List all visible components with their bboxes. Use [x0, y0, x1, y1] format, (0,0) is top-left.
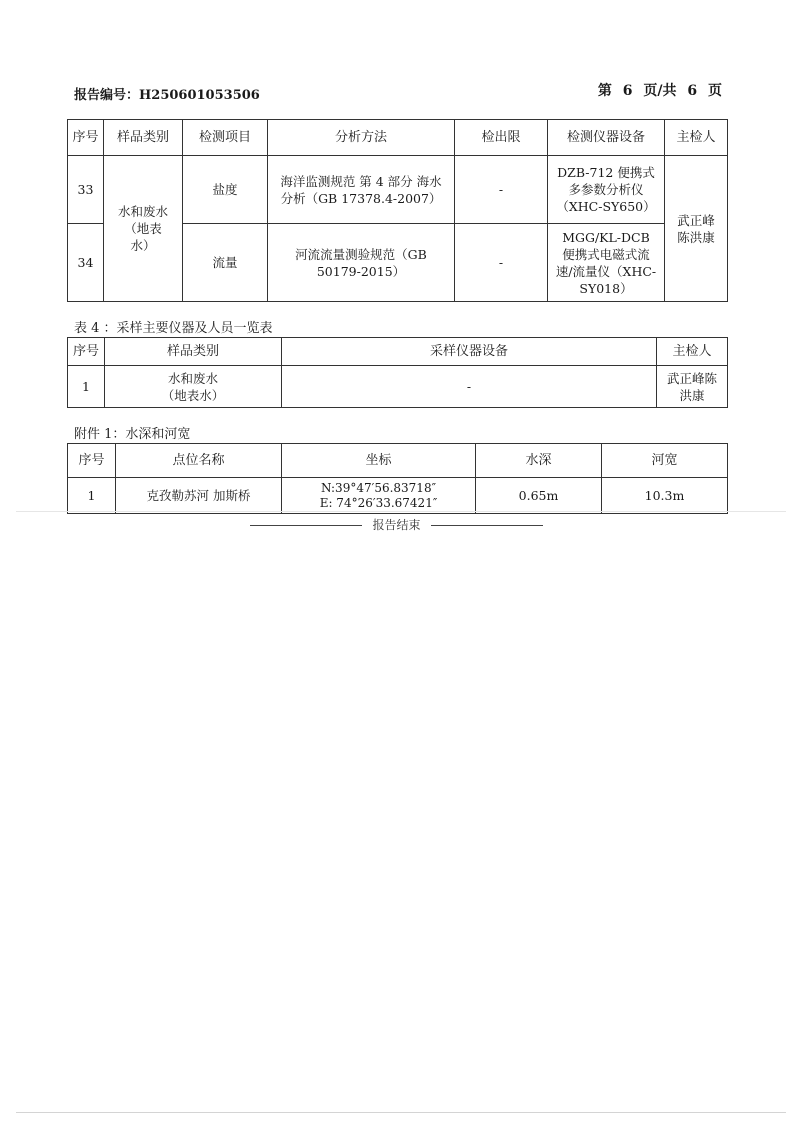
table-row: [68, 478, 728, 514]
col-header-inspector: 主检人: [665, 120, 728, 156]
cell-method: 海洋监测规范 第 4 部分 海水分析（GB 17378.4-2007）: [268, 156, 455, 224]
table-header-row: [68, 338, 728, 366]
page-indicator: 第 6 页/共 6 页: [597, 83, 722, 99]
col-header-no: 序号: [68, 338, 105, 366]
col-header-equipment: 检测仪器设备: [548, 120, 665, 156]
cell-limit: -: [455, 156, 548, 224]
depth-width-table: [67, 443, 728, 514]
cell-inspector: 武正峰陈洪康: [665, 156, 728, 302]
cell-no: 1: [68, 366, 105, 408]
methods-table: [67, 119, 728, 302]
col-header-site: 点位名称: [116, 444, 282, 478]
cell-category: 水和废水（地表水）: [105, 366, 282, 408]
end-rule-left: [250, 525, 362, 526]
col-header-method: 分析方法: [268, 120, 455, 156]
cell-width: 10.3m: [602, 478, 728, 514]
cell-method: 河流流量测验规范（GB 50179-2015）: [268, 224, 455, 302]
col-header-limit: 检出限: [455, 120, 548, 156]
col-header-equipment: 采样仪器设备: [282, 338, 657, 366]
col-header-no: 序号: [68, 444, 116, 478]
cell-limit: -: [455, 224, 548, 302]
col-header-category: 样品类别: [104, 120, 183, 156]
col-header-inspector: 主检人: [657, 338, 728, 366]
cell-item: 流量: [183, 224, 268, 302]
table-header-row: [68, 444, 728, 478]
table-row: [68, 156, 728, 224]
cell-no: 34: [68, 224, 104, 302]
cell-depth: 0.65m: [476, 478, 602, 514]
cell-equipment: -: [282, 366, 657, 408]
col-header-width: 河宽: [602, 444, 728, 478]
scan-artifact-line: [16, 1112, 786, 1113]
col-header-depth: 水深: [476, 444, 602, 478]
attachment-caption: 附件 1：水深和河宽: [74, 427, 191, 442]
report-end: [0, 516, 793, 533]
cell-no: 33: [68, 156, 104, 224]
page-header: [74, 80, 722, 102]
cell-equipment: MGG/KL-DCB 便携式电磁式流速/流量仪（XHC-SY018）: [548, 224, 665, 302]
table-header-row: [68, 120, 728, 156]
latitude: N:39°47′56.83718″: [320, 480, 437, 495]
cell-inspector: 武正峰陈洪康: [657, 366, 728, 408]
col-header-category: 样品类别: [105, 338, 282, 366]
report-number: 报告编号：H250601053506: [74, 88, 260, 103]
scan-artifact-line: [16, 511, 786, 512]
cell-item: 盐度: [183, 156, 268, 224]
table4-caption: 表 4 ：采样主要仪器及人员一览表: [74, 321, 273, 336]
col-header-item: 检测项目: [183, 120, 268, 156]
col-header-no: 序号: [68, 120, 104, 156]
sampling-equipment-table: [67, 337, 728, 408]
cell-site: 克孜勒苏河 加斯桥: [116, 478, 282, 514]
report-end-text: 报告结束: [372, 518, 421, 532]
cell-category: 水和废水（地表水）: [104, 156, 183, 302]
table-row: [68, 366, 728, 408]
cell-equipment: DZB-712 便携式多参数分析仪（XHC-SY650）: [548, 156, 665, 224]
end-rule-right: [431, 525, 543, 526]
cell-no: 1: [68, 478, 116, 514]
longitude: E: 74°26′33.67421″: [319, 495, 438, 510]
col-header-coordinates: 坐标: [282, 444, 476, 478]
cell-coordinates: [282, 478, 476, 514]
